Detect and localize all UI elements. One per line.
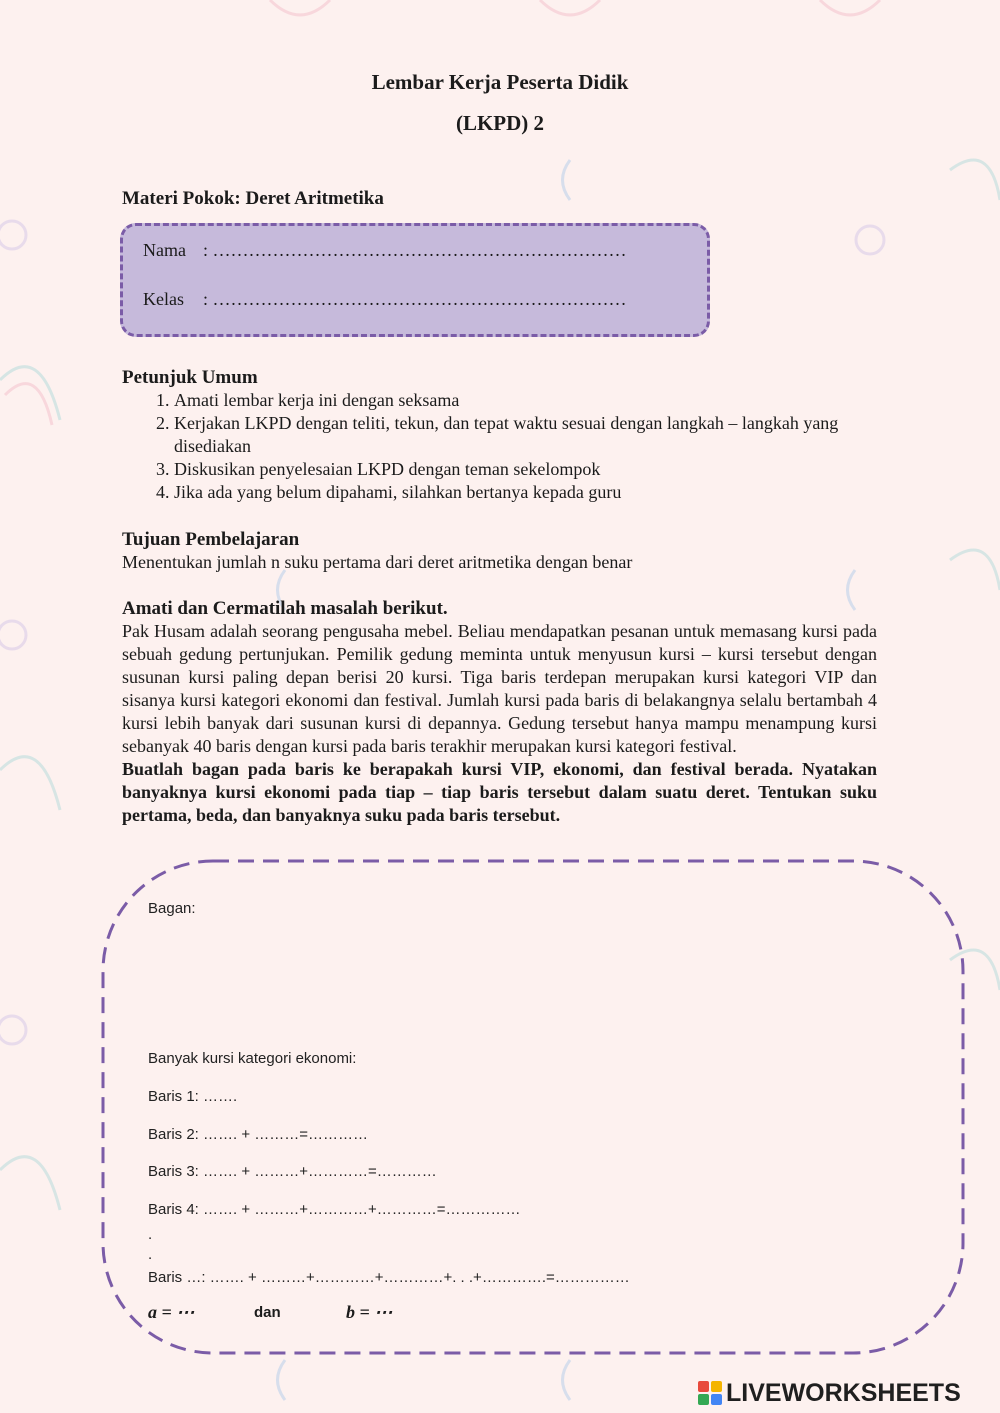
ekonomi-label: Banyak kursi kategori ekonomi: (148, 1050, 357, 1067)
masalah-text: Pak Husam adalah seorang pengusaha mebel. Beliau mendapatkan pesanan untuk memasang kursi pada sebuah gedung pertunjukan. Pemilik gedung meminta untuk menyusun kursi – kursi tersebut dengan susunan kursi paling depan berisi 20 kursi. Tiga baris terdepan merupakan kursi kategori VIP dan sisanya kursi kategori ekonomi dan festival. Jumlah kursi pada baris di belakangnya selalu bertambah 4 kursi lebih banyak dari susunan kursi di depannya. Gedung tersebut hanya mampu menampung kursi sebanyak 40 baris dengan kursi pada baris terakhir merupakan kursi kategori festival. (122, 621, 877, 756)
liveworksheets-logo (698, 1378, 961, 1408)
logo-square (698, 1381, 709, 1392)
baris-3: Baris 3: ……. + ………+…………=………… (148, 1163, 437, 1180)
bagan-label: Bagan: (148, 900, 196, 917)
logo-square (711, 1381, 722, 1392)
b-expression: b = ⋯ (346, 1302, 393, 1322)
petunjuk-item: 1. Amati lembar kerja ini dengan seksama (174, 389, 877, 412)
kelas-field[interactable]: : …………………………………………………………… (203, 289, 627, 309)
masalah-instruction: Buatlah bagan pada baris ke berapakah kursi VIP, ekonomi, dan festival berada. Nyatakan banyaknya kursi ekonomi pada tiap – tiap baris tersebut dalam suatu deret. Tentukan suku pertama, beda, dan banyaknya suku pada baris tersebut. (122, 759, 877, 825)
masalah-heading: Amati dan Cermatilah masalah berikut. (122, 598, 448, 619)
dan-label: dan (254, 1304, 281, 1321)
logo-square (711, 1394, 722, 1405)
nama-row (143, 240, 627, 261)
kelas-label: Kelas (143, 289, 184, 309)
ellipsis-dot: . (148, 1226, 153, 1243)
petunjuk-item: 4. Jika ada yang belum dipahami, silahkan bertanya kepada guru (174, 481, 877, 504)
logo-square (698, 1394, 709, 1405)
nama-field[interactable]: : …………………………………………………………… (203, 240, 627, 260)
petunjuk-heading: Petunjuk Umum (122, 367, 258, 388)
petunjuk-item: 2. Kerjakan LKPD dengan teliti, tekun, dan tepat waktu sesuai dengan langkah – langkah yang disediakan (174, 412, 877, 458)
a-expression: a = ⋯ (148, 1302, 195, 1322)
math-row (148, 1302, 393, 1323)
baris-4: Baris 4: ……. + ………+…………+…………=…………… (148, 1201, 521, 1218)
identity-box (120, 223, 710, 337)
baris-1: Baris 1: ……. (148, 1088, 238, 1105)
petunjuk-section (122, 366, 877, 504)
baris-n: Baris …: ……. + ………+…………+…………+. . .+………….=…………… (148, 1269, 630, 1286)
materi-pokok: Materi Pokok: Deret Aritmetika (122, 188, 384, 209)
worksheet-subtitle: (LKPD) 2 (455, 111, 545, 135)
masalah-section (122, 597, 877, 827)
logo-text: LIVEWORKSHEETS (726, 1378, 961, 1407)
worksheet-title: Lembar Kerja Peserta Didik (371, 70, 629, 94)
baris-2: Baris 2: ……. + ………=………… (148, 1126, 369, 1143)
tujuan-section (122, 528, 877, 574)
petunjuk-item: 3. Diskusikan penyelesaian LKPD dengan teman sekelompok (174, 458, 877, 481)
logo-icon (698, 1381, 722, 1405)
tujuan-text: Menentukan jumlah n suku pertama dari deret aritmetika dengan benar (122, 552, 633, 572)
kelas-row (143, 289, 627, 310)
tujuan-heading: Tujuan Pembelajaran (122, 529, 300, 550)
petunjuk-list (122, 389, 877, 504)
ellipsis-dot: . (148, 1246, 153, 1263)
nama-label: Nama (143, 240, 186, 260)
